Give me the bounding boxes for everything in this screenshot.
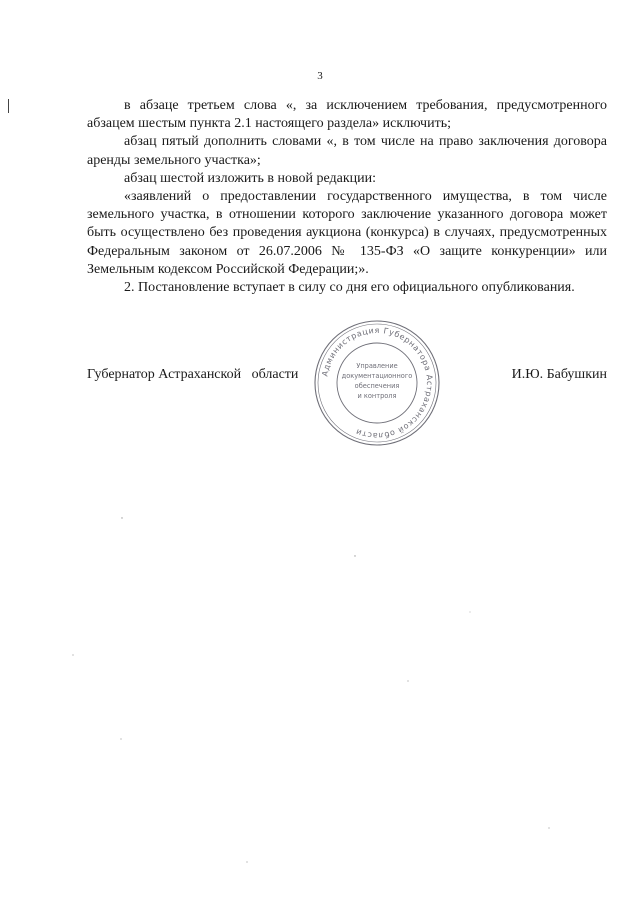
paragraph-2: абзац пятый дополнить словами «, в том числе на право заключения договора аренды земельного участка»;: [87, 134, 607, 168]
paragraph-5: 2. Постановление вступает в силу со дня его официального опубликования.: [124, 280, 575, 296]
stamp-center-line-3: обеспечения: [354, 382, 400, 390]
stamp-ring-text: Администрация Губернатора Астраханской области: [320, 325, 435, 441]
signer-title: Губернатор Астраханской области: [87, 367, 299, 382]
stamp-center-line-1: Управление: [356, 362, 398, 370]
paragraph-3: абзац шестой изложить в новой редакции:: [124, 170, 377, 186]
paragraph-4: «заявлений о предоставлении государственного имущества, в том числе земельного участка, в отношении которого заключение указанного договора может быть осуществлено без проведения аукциона (конкурса) в случаях, предусмотренных Федеральным законом от 26.07.2006 № 135-ФЗ «О защите конкуренции» или Земельным кодексом Российской Федерации;».: [87, 189, 607, 277]
stamp-center-line-2: документационного: [341, 372, 413, 380]
page-number: 3: [317, 70, 323, 82]
stamp-center-line-4: и контроля: [357, 392, 397, 400]
signer-name: И.Ю. Бабушкин: [511, 367, 607, 382]
paragraph-1: в абзаце третьем слова «, за исключением требования, предусмотренного абзацем шестым пункта 2.1 настоящего раздела» исключить;: [87, 98, 607, 132]
